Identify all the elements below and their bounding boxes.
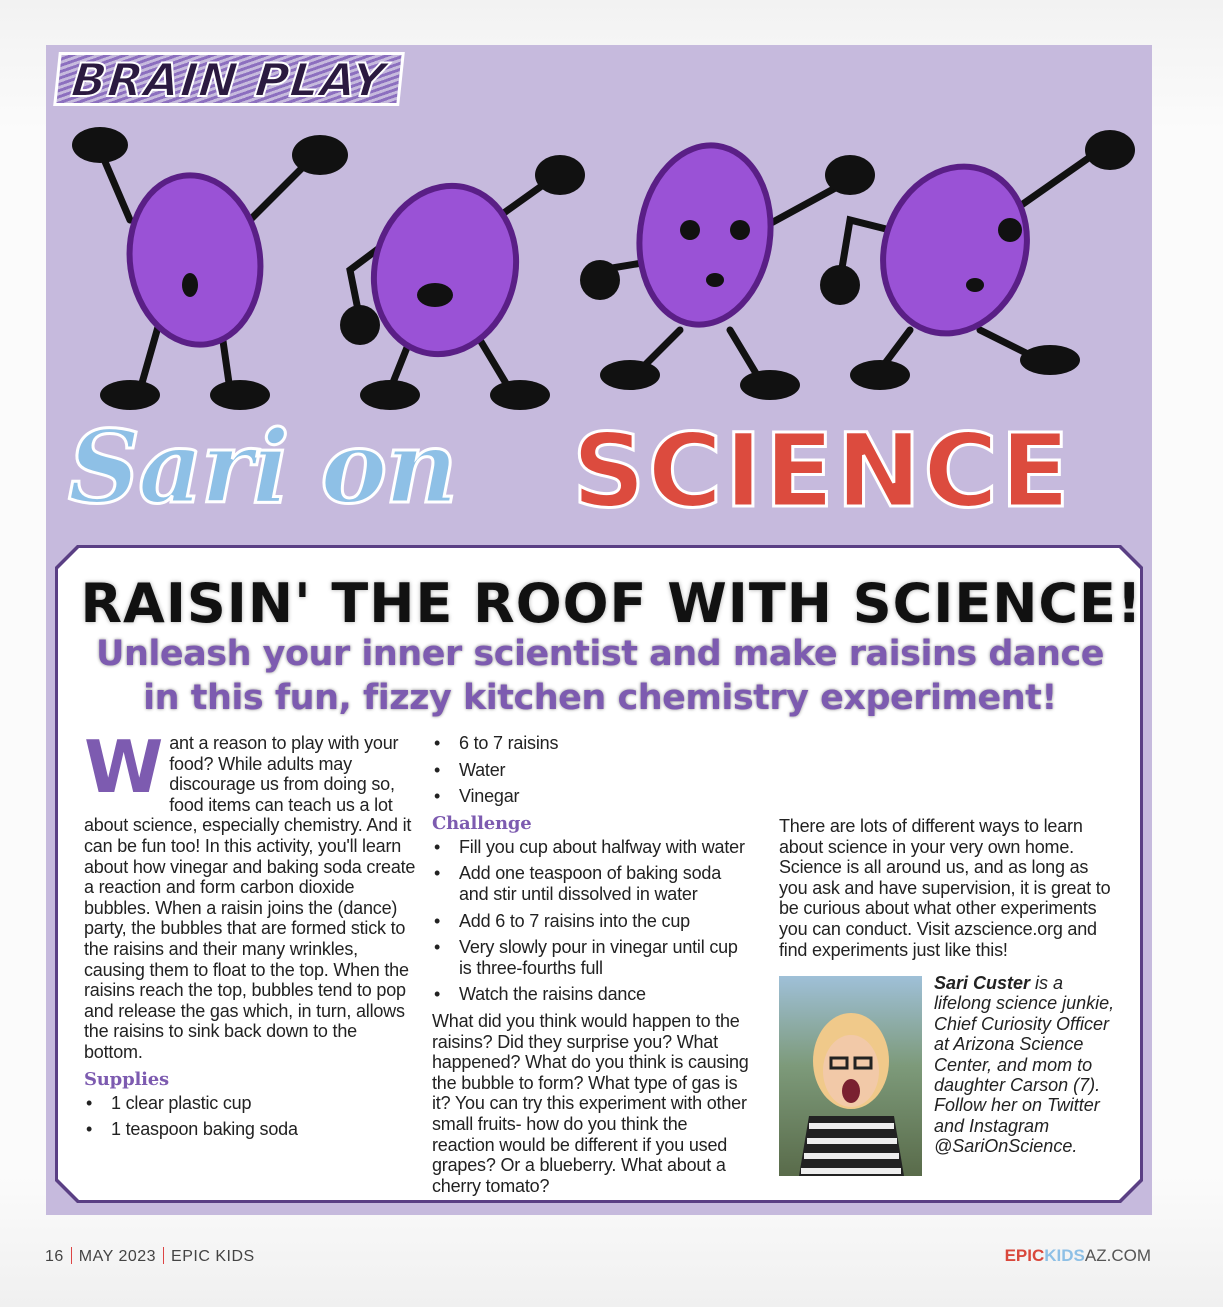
list-item: • 1 teaspoon baking soda <box>84 1119 418 1140</box>
drop-cap: W <box>84 725 164 809</box>
column-title-sari: Sari on <box>68 408 456 526</box>
list-item: • Add 6 to 7 raisins into the cup <box>432 911 752 932</box>
page-footer: 16 MAY 2023 EPIC KIDS <box>45 1248 255 1265</box>
website-link[interactable]: EPICKIDSAZ.COM <box>1004 1246 1151 1265</box>
list-item: • Vinegar <box>432 786 752 807</box>
list-item: • Very slowly pour in vinegar until cup is three-fourths full <box>432 937 752 978</box>
list-item: • Fill you cup about halfway with water <box>432 837 752 858</box>
questions-paragraph: What did you think would happen to the raisins? Did they surprise you? What happened? What do you think is causing the bubble to form? What type of gas is it? You can try this experiment with other small fruits- how do you think the reaction would be different if you used grapes? Or a blueberry. What about a cherry tomato? <box>432 1010 749 1196</box>
column-1 <box>84 725 418 1146</box>
author-photo <box>779 976 922 1176</box>
closing-paragraph: There are lots of different ways to learn about science in your very own home. Science is all around us, and as long as you ask and have supervision, it is great to be curious about what other experiments you can conduct. Visit azscience.org and find experiments just like this! <box>779 816 1111 960</box>
supplies-list <box>84 1093 418 1140</box>
supplies-heading: Supplies <box>84 1068 169 1090</box>
section-label: BRAIN PLAY <box>53 52 405 106</box>
dancing-raisins-illustration <box>60 120 1150 420</box>
list-item: • Watch the raisins dance <box>432 984 752 1005</box>
list-item: • Add one teaspoon of baking soda and stir until dissolved in water <box>432 863 752 904</box>
challenge-list <box>432 837 752 1005</box>
subheadline: Unleash your inner scientist and make raisins dance in this fun, fizzy kitchen chemistry experiment! <box>96 634 1104 718</box>
list-item: • Water <box>432 760 752 781</box>
list-item: • 6 to 7 raisins <box>432 733 752 754</box>
challenge-heading: Challenge <box>432 812 532 834</box>
column-3 <box>779 816 1117 966</box>
column-2 <box>432 733 752 1196</box>
author-bio: Sari Custer is a lifelong science junkie, Chief Curiosity Officer at Arizona Science Center, and mom to daughter Carson (7). Follow her on Twitter and Instagram @SariOnScience. <box>934 973 1115 1157</box>
list-item: • 1 clear plastic cup <box>84 1093 418 1114</box>
supplies-list-cont <box>432 733 752 807</box>
intro-paragraph: Want a reason to play with your food? While adults may discourage us from doing so, food items can teach us a lot about science, especially chemistry. And it can be fun too! In this activity, you'll learn about how vinegar and baking soda create a reaction and form carbon dioxide bubbles. When a raisin joins the (dance) party, the bubbles that are formed stick to the raisins and their many wrinkles, causing them to float to the top. When the raisins reach the top, bubbles tend to pop and release the gas which, in turn, allows the raisins to sink back down to the bottom. <box>84 725 416 1062</box>
column-title-science: SCIENCE <box>572 412 1072 531</box>
headline: RAISIN' THE ROOF WITH SCIENCE! <box>80 572 1143 635</box>
